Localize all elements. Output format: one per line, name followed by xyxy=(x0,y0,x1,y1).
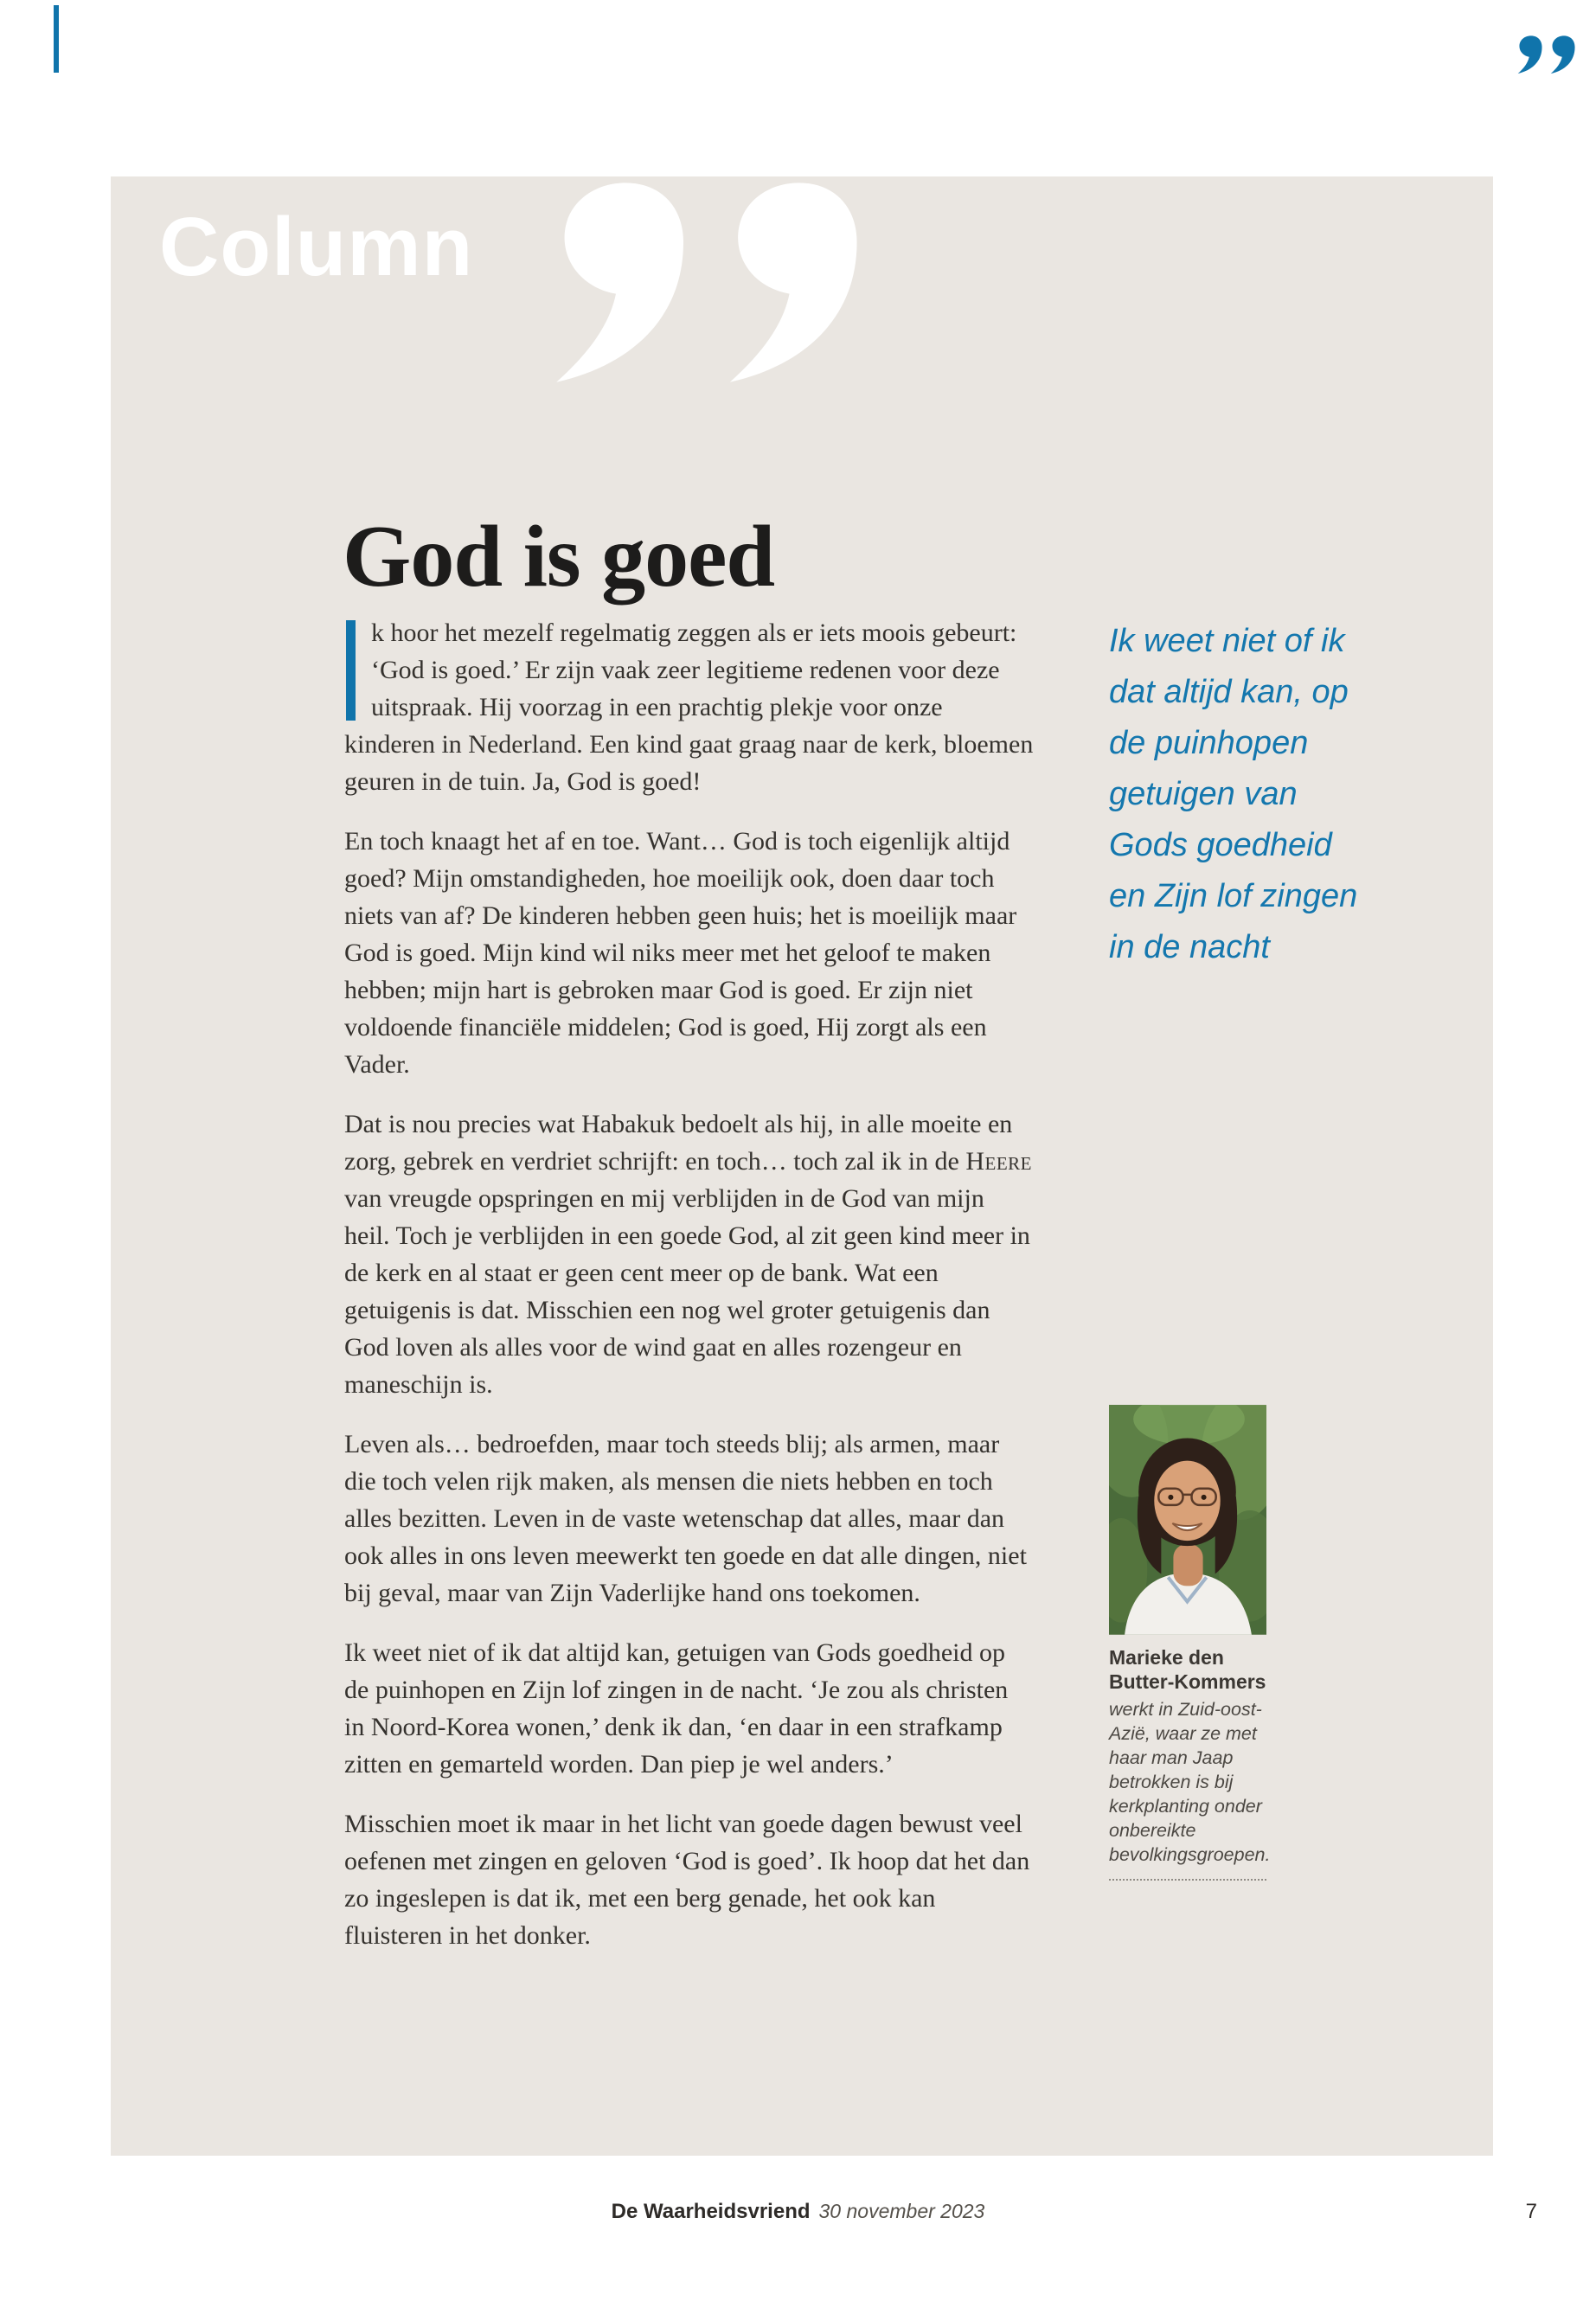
lead-paragraph xyxy=(344,614,1035,800)
paragraph: En toch knaagt het af en toe. Want… God is toch eigenlijk altijd goed? Mijn omstandigheden, hoe moeilijk ook, doen daar toch niets van af? De kinderen hebben geen huis; het is moeilijk maar God is goed. Mijn kind wil niks meer met het geloof te maken hebben; mijn hart is gebroken maar God is goed. Er zijn niet voldoende financiële middelen; God is goed, Hij zorgt als een Vader. xyxy=(344,827,1017,1079)
paragraph: Dat is nou precies wat Habakuk bedoelt als hij, in alle moeite en zorg, gebrek en verdriet schrijft: en toch… toch zal ik in de Heere van vreugde opspringen en mij verblijden in de God van mijn heil. Toch je verblijden in een goede God, al zit geen kind meer in de kerk en al staat er geen cent meer op de bank. Wat een getuigenis is dat. Misschien een nog wel groter getuigenis dan God loven als alles voor de wind gaat en alles rozengeur en maneschijn is. xyxy=(344,1110,1033,1399)
author-photo xyxy=(1109,1405,1266,1635)
magazine-name: De Waarheidsvriend xyxy=(611,2200,811,2223)
quote-mark-icon xyxy=(1512,35,1576,74)
article-paragraphs xyxy=(344,823,1035,1954)
section-label: Column xyxy=(159,201,474,293)
accent-line xyxy=(54,5,59,73)
lead-paragraph-text: k hoor het mezelf regelmatig zeggen als er iets moois gebeurt: ‘God is goed.’ Er zijn vaak zeer legitieme redenen voor deze uitspraak. Hij voorzag in een prachtig plekje voor onze kinderen in Nederland. Een kind gaat graag naar de kerk, bloemen geuren in de tuin. Ja, God is goed! xyxy=(344,619,1034,796)
pull-quote: Ik weet niet of ik dat altijd kan, op de puinhopen getuigen van Gods goedheid en Zijn lof zingen in de nacht xyxy=(1109,623,1358,965)
footer xyxy=(0,2200,1596,2224)
paragraph: Ik weet niet of ik dat altijd kan, getuigen van Gods goedheid op de puinhopen en Zijn lof zingen in de nacht. ‘Je zou als christen in Noord-Korea wonen,’ denk ik dan, ‘en daar in een strafkamp zitten en gemarteld worden. Dan piep je wel anders.’ xyxy=(344,1638,1009,1779)
page-number: 7 xyxy=(1525,2200,1537,2223)
issue-date: 30 november 2023 xyxy=(818,2200,985,2222)
divine-name: Heere xyxy=(965,1147,1033,1176)
large-quote-mark-icon xyxy=(526,176,863,386)
article-title: God is goed xyxy=(343,508,775,606)
dropcap-bar xyxy=(346,620,356,721)
paragraph: Leven als… bedroefden, maar toch steeds blij; als armen, maar die toch velen rijk maken, als mensen die niets hebben en toch alles bezitten. Leven in de vaste wetenschap dat alles, maar dan ook alles in ons leven meewerkt ten goede en dat alle dingen, niet bij geval, maar van Zijn Vaderlijke hand ons toekomen. xyxy=(344,1430,1027,1607)
author-bio: werkt in Zuid-oost-Azië, waar ze met haar man Jaap betrokken is bij kerkplanting onder onbereikte bevolkingsgroepen. xyxy=(1109,1697,1266,1881)
article-body xyxy=(344,614,1035,1977)
paragraph: Misschien moet ik maar in het licht van goede dagen bewust veel oefenen met zingen en geloven ‘God is goed’. Ik hoop dat het dan zo ingeslepen is dat ik, met een berg genade, het ook kan fluisteren in het donker. xyxy=(344,1810,1030,1950)
author-caption xyxy=(1109,1645,1271,1881)
author-name: Marieke den Butter-Kommers xyxy=(1109,1646,1266,1693)
